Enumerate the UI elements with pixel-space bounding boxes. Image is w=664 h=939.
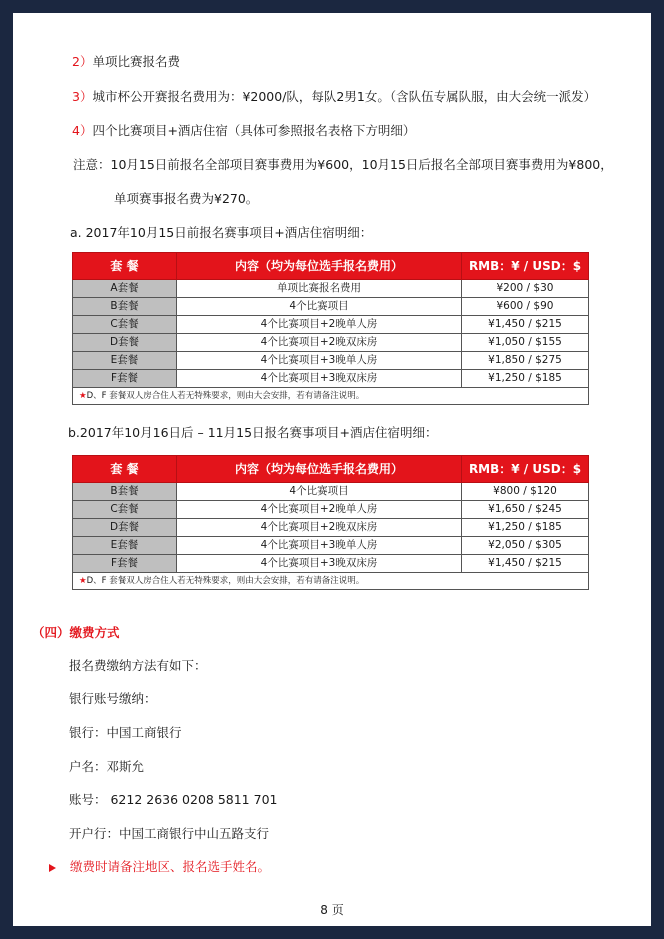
content-cell: 4个比赛项目+3晚双床房 xyxy=(177,555,462,573)
payment-reminder-text: 缴费时请备注地区、报名选手姓名。 xyxy=(70,859,271,874)
bank-method: 银行账号缴纳： xyxy=(69,691,157,706)
header-content: 内容（均为每位选手报名费用） xyxy=(177,253,462,280)
item-3-text: 城市杯公开赛报名费用为：¥2000/队，每队2男1女。（含队伍专属队服，由大会统一派发） xyxy=(92,89,597,104)
item-4-number: 4） xyxy=(72,123,93,138)
content-cell: 4个比赛项目+2晚单人房 xyxy=(177,501,462,519)
content-cell: 4个比赛项目+2晚双床房 xyxy=(177,519,462,537)
package-cell: F套餐 xyxy=(73,555,177,573)
content-cell: 4个比赛项目+2晚双床房 xyxy=(177,334,462,352)
package-cell: D套餐 xyxy=(73,334,177,352)
fee-note-line-2: 单项赛事报名费为¥270。 xyxy=(114,191,259,206)
price-cell: ¥2,050 / $305 xyxy=(462,537,589,555)
fee-note-line-1: 注意：10月15日前报名全部项目赛事费用为¥600，10月15日后报名全部项目赛事费用为¥800， xyxy=(73,157,613,172)
table-header-row xyxy=(73,253,589,280)
price-cell: ¥1,650 / $245 xyxy=(462,501,589,519)
price-cell: ¥1,450 / $215 xyxy=(462,316,589,334)
header-package: 套 餐 xyxy=(73,253,177,280)
price-cell: ¥200 / $30 xyxy=(462,280,589,298)
content-cell: 4个比赛项目+3晚双床房 xyxy=(177,370,462,388)
table-row xyxy=(73,483,589,501)
price-cell: ¥1,250 / $185 xyxy=(462,370,589,388)
triangle-bullet-icon xyxy=(49,864,56,872)
table-note-text: D、F 套餐双人房合住人若无特殊要求，则由大会安排，若有请备注说明。 xyxy=(86,576,365,586)
table-note-text: D、F 套餐双人房合住人若无特殊要求，则由大会安排，若有请备注说明。 xyxy=(86,391,365,401)
price-cell: ¥1,450 / $215 xyxy=(462,555,589,573)
star-icon: ★ xyxy=(79,391,87,401)
price-cell: ¥1,850 / $275 xyxy=(462,352,589,370)
package-cell: E套餐 xyxy=(73,352,177,370)
package-cell: E套餐 xyxy=(73,537,177,555)
account-holder: 户名：邓斯允 xyxy=(69,759,145,774)
price-cell: ¥600 / $90 xyxy=(462,298,589,316)
price-cell: ¥1,250 / $185 xyxy=(462,519,589,537)
table-row xyxy=(73,280,589,298)
table-row xyxy=(73,298,589,316)
package-cell: A套餐 xyxy=(73,280,177,298)
header-price: RMB：¥ / USD：$ xyxy=(462,253,589,280)
payment-reminder xyxy=(49,858,270,876)
page-number: 8 页 xyxy=(320,903,344,917)
table-row xyxy=(73,352,589,370)
table-header-row xyxy=(73,456,589,483)
payment-heading: （四）缴费方式 xyxy=(32,625,120,640)
header-price: RMB：¥ / USD：$ xyxy=(462,456,589,483)
item-2-text: 单项比赛报名费 xyxy=(92,54,180,69)
package-cell: C套餐 xyxy=(73,316,177,334)
content-cell: 4个比赛项目+3晚单人房 xyxy=(177,352,462,370)
table-row xyxy=(73,519,589,537)
item-3-number: 3） xyxy=(72,89,93,104)
price-cell: ¥1,050 / $155 xyxy=(462,334,589,352)
table-row xyxy=(73,370,589,388)
table-row xyxy=(73,334,589,352)
content-cell: 4个比赛项目+2晚单人房 xyxy=(177,316,462,334)
table-note xyxy=(73,388,589,405)
header-content: 内容（均为每位选手报名费用） xyxy=(177,456,462,483)
star-icon: ★ xyxy=(79,576,87,586)
price-table-b xyxy=(72,455,589,590)
package-cell: D套餐 xyxy=(73,519,177,537)
payment-intro: 报名费缴纳方法有如下： xyxy=(69,658,207,673)
package-cell: B套餐 xyxy=(73,483,177,501)
content-cell: 单项比赛报名费用 xyxy=(177,280,462,298)
table-row xyxy=(73,555,589,573)
price-table-a xyxy=(72,252,589,405)
account-number: 账号： 6212 2636 0208 5811 701 xyxy=(69,792,278,807)
document-page xyxy=(13,13,651,926)
table-row xyxy=(73,501,589,519)
bank-branch: 开户行：中国工商银行中山五路支行 xyxy=(69,826,270,841)
package-cell: C套餐 xyxy=(73,501,177,519)
content-cell: 4个比赛项目+3晚单人房 xyxy=(177,537,462,555)
package-cell: F套餐 xyxy=(73,370,177,388)
table-b-caption: b.2017年10月16日后 – 11月15日报名赛事项目+酒店住宿明细： xyxy=(68,425,438,440)
item-2-number: 2） xyxy=(72,54,93,69)
table-a-caption: a. 2017年10月15日前报名赛事项目+酒店住宿明细： xyxy=(70,225,373,240)
item-2 xyxy=(72,53,180,71)
table-row xyxy=(73,537,589,555)
content-cell: 4个比赛项目 xyxy=(177,298,462,316)
item-4 xyxy=(72,122,415,140)
table-note-row xyxy=(73,573,589,590)
item-3 xyxy=(72,88,596,106)
package-cell: B套餐 xyxy=(73,298,177,316)
price-cell: ¥800 / $120 xyxy=(462,483,589,501)
table-note-row xyxy=(73,388,589,405)
bank-name: 银行：中国工商银行 xyxy=(69,725,182,740)
table-note xyxy=(73,573,589,590)
table-row xyxy=(73,316,589,334)
content-cell: 4个比赛项目 xyxy=(177,483,462,501)
item-4-text: 四个比赛项目+酒店住宿（具体可参照报名表格下方明细） xyxy=(92,123,416,138)
header-package: 套 餐 xyxy=(73,456,177,483)
